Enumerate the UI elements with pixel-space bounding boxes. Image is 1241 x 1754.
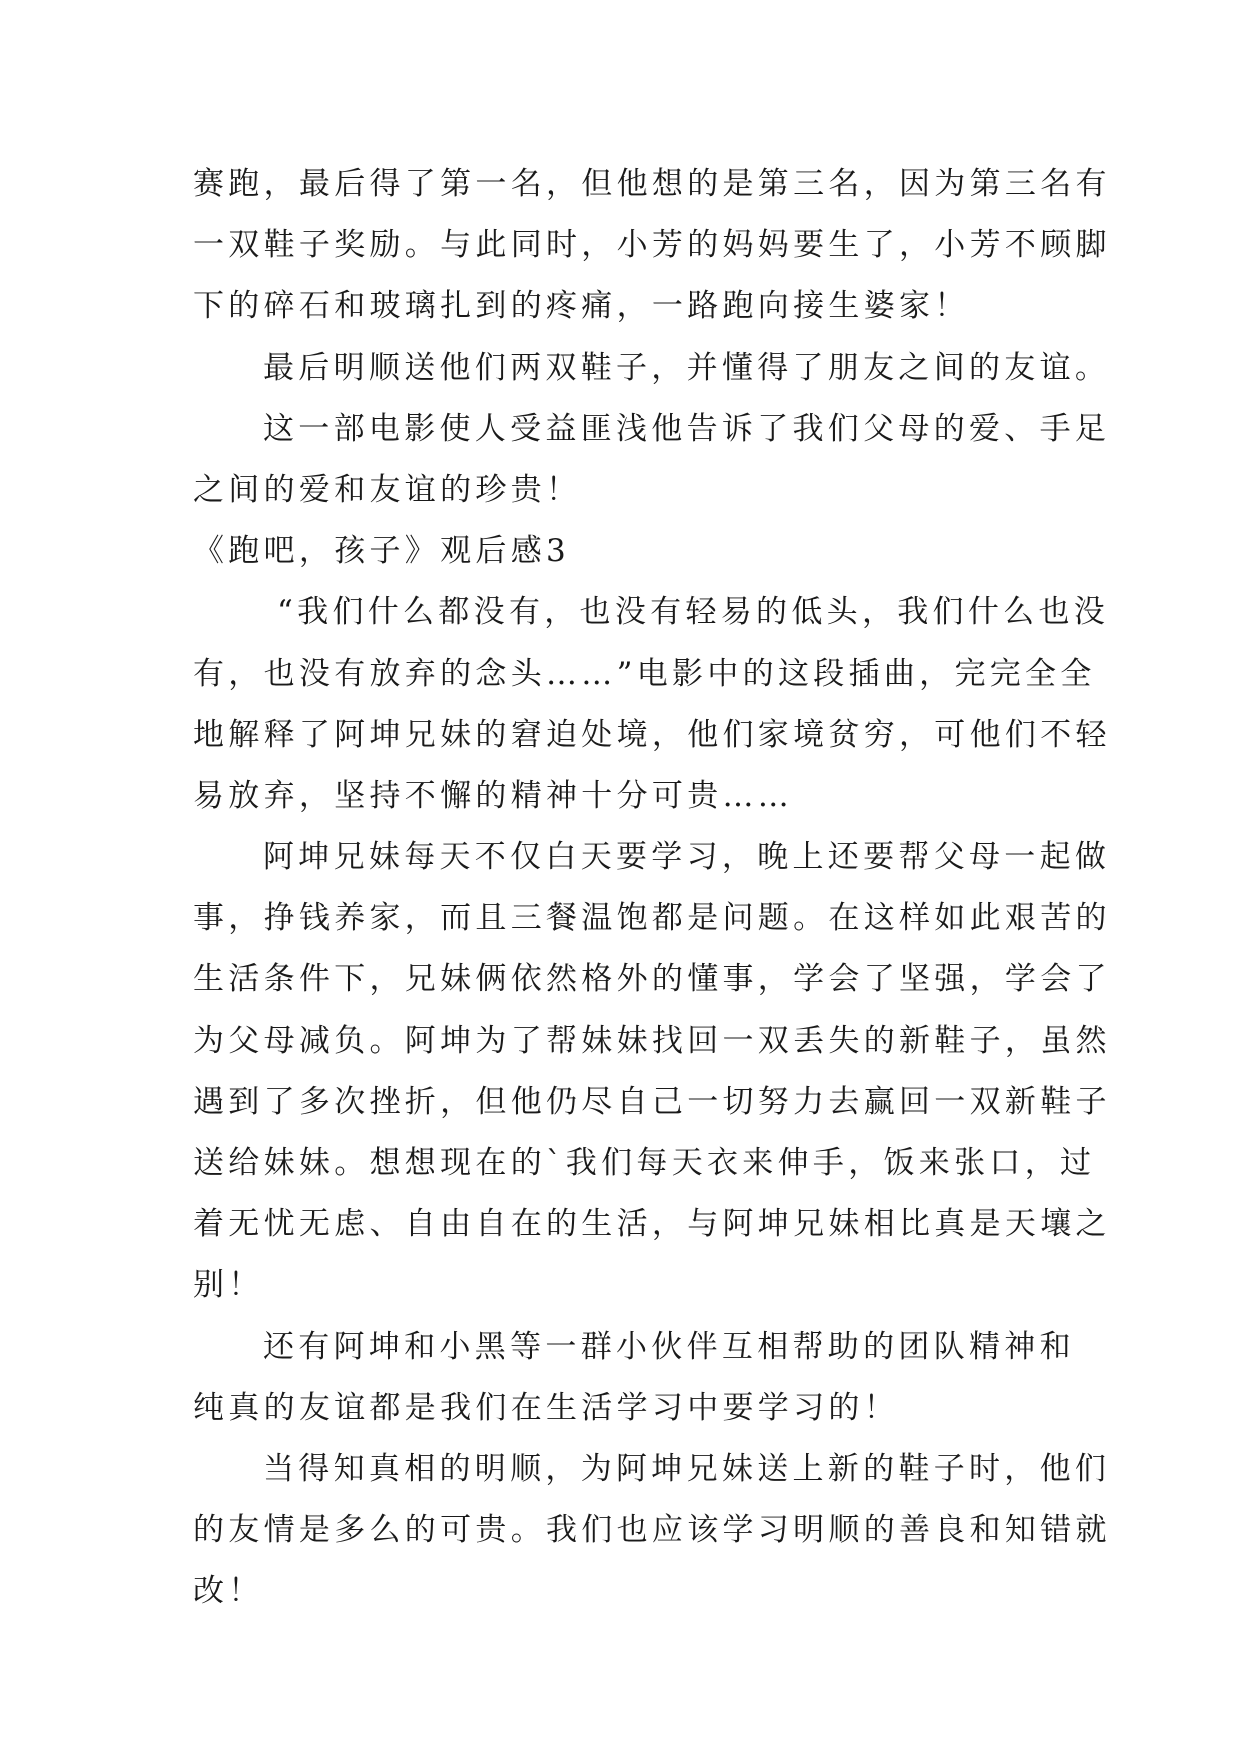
paragraph-line: 阿坤兄妹每天不仅白天要学习，晚上还要帮父母一起做 — [263, 839, 1111, 876]
paragraph-line: 下的碎石和玻璃扎到的疼痛，一路跑向接生婆家！ — [193, 288, 970, 325]
paragraph-line: 生活条件下，兄妹俩依然格外的懂事，学会了坚强，学会了 — [193, 961, 1111, 998]
paragraph-line: 还有阿坤和小黑等一群小伙伴互相帮助的团队精神和 — [263, 1328, 1075, 1365]
paragraph-line: “我们什么都没有，也没有轻易的低头，我们什么也没 — [277, 594, 1110, 631]
paragraph-line: 事，挣钱养家，而且三餐温饱都是问题。在这样如此艰苦的 — [193, 900, 1111, 937]
paragraph-line: 别！ — [193, 1267, 264, 1304]
paragraph-line: 送给妹妹。想想现在的`我们每天衣来伸手，饭来张口，过 — [193, 1145, 1096, 1181]
paragraph-line: 着无忧无虑、自由自在的生活，与阿坤兄妹相比真是天壤之 — [193, 1206, 1111, 1243]
document-body — [193, 154, 1111, 1623]
section-title: 《跑吧，孩子》观后感3 — [193, 533, 571, 570]
paragraph-line: 最后明顺送他们两双鞋子，并懂得了朋友之间的友谊。 — [263, 349, 1111, 386]
paragraph-line: 的友情是多么的可贵。我们也应该学习明顺的善良和知错就 — [193, 1512, 1111, 1549]
paragraph-line: 有，也没有放弃的念头……”电影中的这段插曲，完完全全 — [193, 655, 1096, 692]
paragraph-line: 一双鞋子奖励。与此同时，小芳的妈妈要生了，小芳不顾脚 — [193, 227, 1111, 264]
paragraph-line: 这一部电影使人受益匪浅他告诉了我们父母的爱、手足 — [263, 410, 1111, 447]
paragraph-line: 易放弃，坚持不懈的精神十分可贵…… — [193, 777, 794, 814]
paragraph-line: 改！ — [193, 1573, 264, 1610]
paragraph-line: 遇到了多次挫折，但他仍尽自己一切努力去赢回一双新鞋子 — [193, 1083, 1111, 1120]
paragraph-line: 地解释了阿坤兄妹的窘迫处境，他们家境贫穷，可他们不轻 — [193, 716, 1111, 753]
paragraph-line: 当得知真相的明顺，为阿坤兄妹送上新的鞋子时，他们 — [263, 1450, 1111, 1487]
paragraph-line: 之间的爱和友谊的珍贵！ — [193, 471, 582, 508]
paragraph-line: 赛跑，最后得了第一名，但他想的是第三名，因为第三名有 — [193, 166, 1111, 202]
paragraph-line: 纯真的友谊都是我们在生活学习中要学习的！ — [193, 1389, 899, 1426]
paragraph-line: 为父母减负。阿坤为了帮妹妹找回一双丢失的新鞋子，虽然 — [193, 1022, 1111, 1059]
